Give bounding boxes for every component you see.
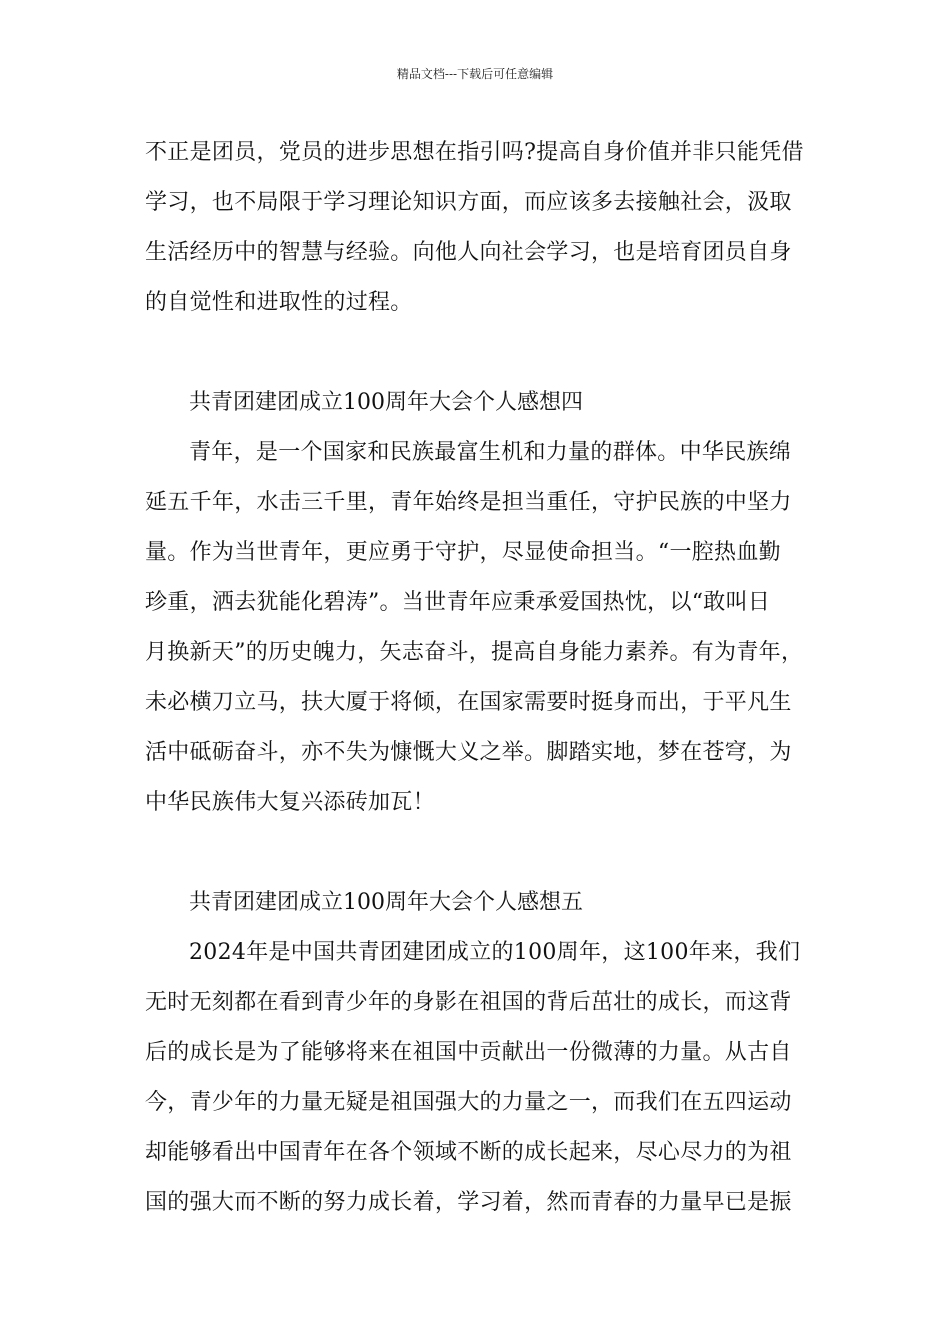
paragraph-line: 活中砥砺奋斗，亦不失为慷慨大义之举。脚踏实地，梦在苍穹，为 [145,740,792,765]
section-heading: 共青团建团成立100周年大会个人感想五 [189,890,583,915]
page-header: 精品文档---下载后可任意编辑 [396,67,554,81]
spacer [145,828,825,878]
paragraph-line: 却能够看出中国青年在各个领域不断的成长起来，尽心尽力的为祖 [145,1140,792,1165]
paragraph-line: 不正是团员，党员的进步思想在指引吗?提高自身价值并非只能凭借 [145,140,804,165]
paragraph-line: 珍重，洒去犹能化碧涛”。当世青年应秉承爱国热忱，以“敢叫日 [145,590,771,615]
paragraph-line: 今，青少年的力量无疑是祖国强大的力量之一，而我们在五四运动 [145,1090,792,1115]
paragraph-line: 月换新天”的历史魄力，矢志奋斗，提高自身能力素养。有为青年， [145,640,804,665]
section-4 [145,378,825,828]
paragraph-line: 青年，是一个国家和民族最富生机和力量的群体。中华民族绵 [189,440,792,465]
paragraph-line: 学习，也不局限于学习理论知识方面，而应该多去接触社会，汲取 [145,190,792,215]
paragraph-line: 中华民族伟大复兴添砖加瓦！ [145,790,435,815]
paragraph-line: 后的成长是为了能够将来在祖国中贡献出一份微薄的力量。从古自 [145,1040,792,1065]
paragraph-1 [145,128,825,328]
paragraph-line: 无时无刻都在看到青少年的身影在祖国的背后茁壮的成长，而这背 [145,990,792,1015]
paragraph-line: 生活经历中的智慧与经验。向他人向社会学习，也是培育团员自身 [145,240,792,265]
paragraph-line: 未必横刀立马，扶大厦于将倾，在国家需要时挺身而出，于平凡生 [145,690,792,715]
paragraph-line: 延五千年，水击三千里，青年始终是担当重任，守护民族的中坚力 [145,490,792,515]
section-heading: 共青团建团成立100周年大会个人感想四 [189,390,583,415]
paragraph-line: 国的强大而不断的努力成长着，学习着，然而青春的力量早已是振 [145,1190,792,1215]
paragraph-line: 2024年是中国共青团建团成立的100周年，这100年来，我们 [189,940,801,965]
spacer [145,328,825,378]
section-5 [145,878,825,1228]
document-body [145,128,825,1228]
paragraph-line: 的自觉性和进取性的过程。 [145,290,413,315]
paragraph-line: 量。作为当世青年，更应勇于守护，尽显使命担当。“一腔热血勤 [145,540,781,565]
